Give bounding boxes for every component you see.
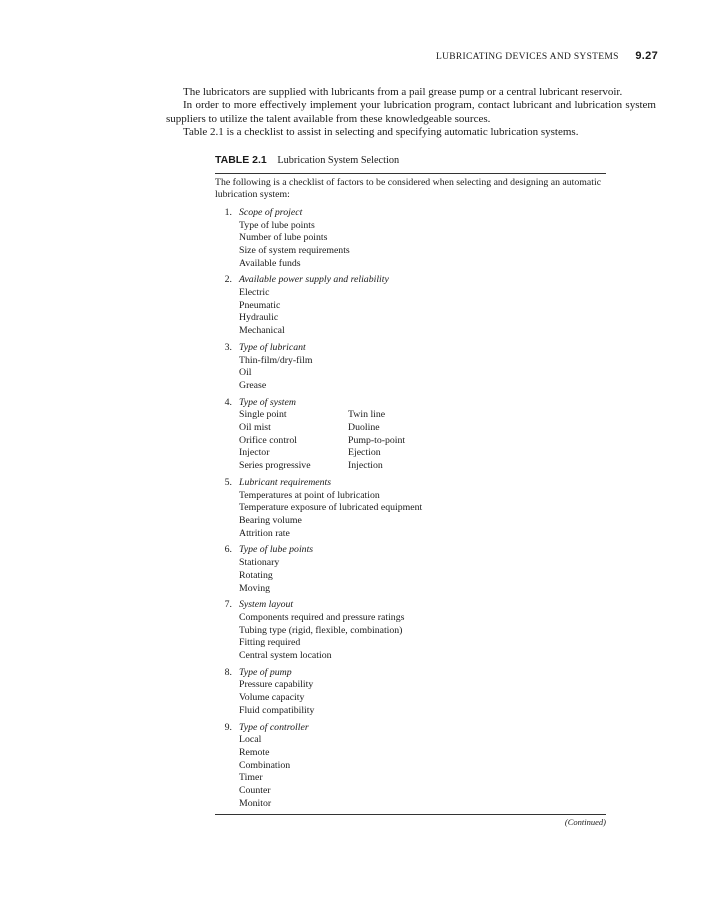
factor-subitem: Components required and pressure ratings (239, 611, 405, 623)
factor-subitem: Orifice control (239, 434, 297, 446)
factor-subitems (239, 220, 606, 271)
factor-subitem: Fluid compatibility (239, 704, 315, 716)
table-intro: The following is a checklist of factors to be considered when selecting and designing an automatic lubrication system: (215, 177, 602, 201)
factor-subitem: Monitor (239, 797, 272, 809)
factor-subitems (239, 734, 606, 810)
factor-subitem: Number of lube points (239, 232, 328, 244)
factor-item (215, 342, 606, 393)
factor-subitem: Injection (348, 460, 383, 472)
factor-number: 9. (224, 721, 232, 733)
factor-subitem: Series progressive (239, 460, 311, 472)
factor-item (215, 667, 606, 718)
factor-item (215, 274, 606, 338)
table-bottom-rule (215, 814, 606, 815)
factor-subitem: Type of lube points (239, 219, 315, 231)
factor-number: 4. (224, 396, 232, 408)
factor-item (215, 544, 606, 595)
factor-subitem: Grease (239, 379, 267, 391)
factor-subitem: Pressure capability (239, 679, 314, 691)
factor-subitem: Ejection (348, 447, 381, 459)
factor-item (215, 207, 606, 271)
factor-item (215, 397, 606, 473)
factor-item (215, 722, 606, 811)
factor-subitems (239, 679, 606, 717)
factor-subitem: Size of system requirements (239, 244, 350, 256)
factor-item (215, 477, 606, 541)
factor-subitem: Pump-to-point (348, 434, 406, 446)
factor-subitem: Tubing type (rigid, flexible, combination) (239, 624, 403, 636)
factor-subitem: Attrition rate (239, 527, 290, 539)
factor-subitem: Counter (239, 785, 271, 797)
factor-subitems (239, 355, 606, 393)
table-caption (215, 154, 606, 166)
factor-subitem: Temperature exposure of lubricated equipment (239, 502, 423, 514)
factor-title: Type of lube points (239, 544, 314, 556)
running-head (436, 50, 658, 62)
factor-number: 6. (224, 544, 232, 556)
factor-number: 5. (224, 476, 232, 488)
factor-subitem: Hydraulic (239, 312, 279, 324)
factor-subitem: Central system location (239, 650, 332, 662)
factor-subitem: Combination (239, 759, 291, 771)
factor-number: 1. (224, 206, 232, 218)
factor-item (215, 599, 606, 663)
factor-subitem: Moving (239, 582, 271, 594)
table-number: TABLE 2.1 (215, 154, 267, 166)
factor-subitems (239, 287, 606, 338)
factor-subitem: Oil (239, 367, 252, 379)
factor-title: Type of controller (239, 721, 309, 733)
factor-title: Available power supply and reliability (239, 274, 389, 286)
factor-subitem: Volume capacity (239, 692, 305, 704)
factor-title: Type of lubricant (239, 341, 306, 353)
factor-subitem: Stationary (239, 557, 280, 569)
factor-subitem: Pneumatic (239, 299, 281, 311)
factor-subitems (239, 409, 606, 473)
factor-subitem: Thin-film/dry-film (239, 354, 313, 366)
factor-subitem: Electric (239, 287, 270, 299)
factor-subitems (239, 612, 606, 663)
body-paragraph: Table 2.1 is a checklist to assist in selecting and specifying automatic lubrication systems. (183, 125, 579, 138)
factor-subitem: Injector (239, 447, 270, 459)
factor-subitem: Single point (239, 409, 287, 421)
table-title: Lubrication System Selection (277, 155, 400, 166)
factor-title: Lubricant requirements (239, 476, 332, 488)
body-paragraph: In order to more effectively implement your lubrication program, contact lubricant and lubrication system suppliers to utilize the talent available from these knowledgeable sources. (166, 99, 656, 125)
factor-subitem: Remote (239, 746, 270, 758)
factor-subitem: Duoline (348, 422, 380, 434)
factor-subitem: Available funds (239, 257, 301, 269)
factor-subitem: Mechanical (239, 325, 285, 337)
factor-title: Type of system (239, 396, 296, 408)
factor-subitem: Rotating (239, 569, 273, 581)
body-text (166, 86, 656, 139)
table-top-rule (215, 173, 606, 174)
body-paragraph: The lubricators are supplied with lubricants from a pail grease pump or a central lubricant reservoir. (183, 86, 623, 98)
running-head-title: LUBRICATING DEVICES AND SYSTEMS (436, 52, 619, 62)
factor-list (215, 207, 606, 811)
factor-subitem: Bearing volume (239, 514, 302, 526)
factor-subitems (239, 557, 606, 595)
factor-title: Scope of project (239, 206, 303, 218)
factor-number: 3. (224, 341, 232, 353)
factor-subitem: Timer (239, 772, 263, 784)
factor-subitem: Temperatures at point of lubrication (239, 489, 380, 501)
continued-note: (Continued) (564, 817, 606, 828)
table-2-1 (215, 154, 606, 827)
factor-title: Type of pump (239, 666, 292, 678)
page-number: 9.27 (635, 50, 658, 62)
factor-number: 2. (224, 274, 232, 286)
factor-subitem: Fitting required (239, 637, 301, 649)
factor-number: 7. (224, 599, 232, 611)
factor-subitem: Twin line (348, 409, 386, 421)
factor-number: 8. (224, 666, 232, 678)
factor-subitem: Oil mist (239, 422, 271, 434)
factor-subitem: Local (239, 734, 262, 746)
factor-title: System layout (239, 599, 294, 611)
factor-subitems (239, 490, 606, 541)
